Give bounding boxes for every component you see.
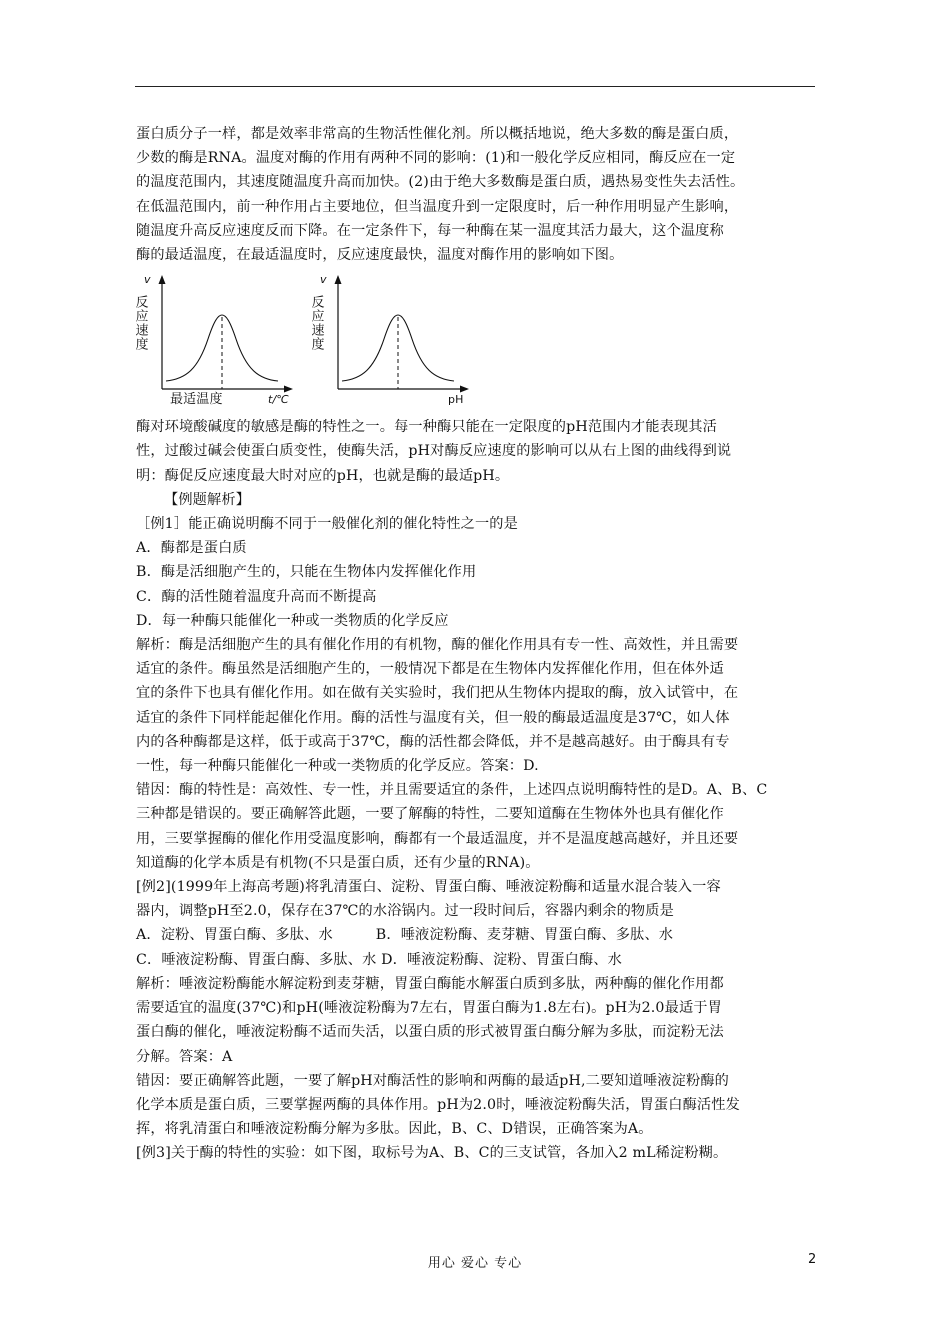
- text-line: 器内，调整pH至2.0，保存在37℃的水浴锅内。过一段时间后，容器内剩余的物质是: [136, 903, 674, 920]
- text-line: 错因：要正确解答此题，一要了解pH对酶活性的影响和两酶的最适pH,二要知道唾液淀粉酶的: [136, 1072, 729, 1089]
- text-line: 一性，每一种酶只能催化一种或一类物质的化学反应。答案：D.: [136, 758, 539, 775]
- y-axis-label: 反应速度: [132, 295, 148, 352]
- v-axis-symbol: v: [144, 273, 151, 287]
- option-row: C．唾液淀粉酶、胃蛋白酶、多肽、水 D．唾液淀粉酶、淀粉、胃蛋白酶、水: [136, 951, 622, 968]
- text-line: 三种都是错误的。要正确解答此题，一要了解酶的特性，二要知道酶在生物体外也具有催化作: [136, 806, 724, 823]
- question-stem: [例3]关于酶的特性的实验：如下图，取标号为A、B、C的三支试管，各加入2 mL稀淀粉糊。: [136, 1145, 728, 1162]
- text-line: 内的各种酶都是这样，低于或高于37℃，酶的活性都会降低，并不是越高越好。由于酶具有专: [136, 733, 730, 750]
- text-line: 化学本质是蛋白质，三要掌握两酶的具体作用。pH为2.0时，唾液淀粉酶失活，胃蛋白酶活性发: [136, 1096, 740, 1113]
- text-line: 随温度升高反应速度反而下降。在一定条件下，每一种酶在某一温度其活力最大，这个温度称: [136, 222, 724, 239]
- text-line: 适宜的条件下同样能起催化作用。酶的活性与温度有关，但一般的酶最适温度是37℃，如人体: [136, 709, 730, 726]
- question-stem: [例2](1999年上海高考题)将乳清蛋白、淀粉、胃蛋白酶、唾液淀粉酶和适量水混合装入一容: [136, 879, 721, 896]
- x-axis-unit: t/℃: [268, 393, 289, 407]
- footer-slogan: 用心 爱心 专心: [427, 1256, 523, 1271]
- x-axis-label: 最适温度: [170, 392, 223, 408]
- text-line: 错因：酶的特性是：高效性、专一性，并且需要适宜的条件，上述四点说明酶特性的是D。A、B、C: [136, 782, 768, 799]
- text-line: 分解。答案：A: [136, 1048, 233, 1065]
- option-c: C．酶的活性随着温度升高而不断提高: [136, 588, 377, 605]
- y-axis-arrow: [159, 275, 166, 284]
- page-content: [132, 122, 816, 1166]
- text-line: 解析：酶是活细胞产生的具有催化作用的有机物，酶的催化作用具有专一性、高效性，并且需要: [136, 637, 739, 654]
- ph-rate-graph: [308, 271, 482, 407]
- text-line: 知道酶的化学本质是有机物(不只是蛋白质，还有少量的RNA)。: [136, 854, 540, 871]
- page-number: 2: [808, 1252, 817, 1267]
- text-line: 用，三要掌握酶的催化作用受温度影响，酶都有一个最适温度，并不是温度越高越好，并且还要: [136, 830, 739, 847]
- x-axis-arrow: [460, 386, 469, 393]
- text-line: 宜的条件下也具有催化作用。如在做有关实验时，我们把从生物体内提取的酶，放入试管中，在: [136, 685, 739, 702]
- option-d: D．每一种酶只能催化一种或一类物质的化学反应: [136, 612, 449, 629]
- text-line: 在低温范围内，前一种作用占主要地位，但当温度升到一定限度时，后一种作用明显产生影响，: [136, 198, 739, 215]
- temperature-rate-graph: [132, 271, 306, 408]
- text-line: 酶对环境酸碱度的敏感是酶的特性之一。每一种酶只能在一定限度的pH范围内才能表现其活: [136, 419, 717, 436]
- section-heading: 【例题解析】: [164, 491, 251, 508]
- header-rule: [135, 86, 815, 87]
- x-axis-arrow: [284, 386, 293, 393]
- option-row: A．淀粉、胃蛋白酶、多肽、水 B．唾液淀粉酶、麦芽糖、胃蛋白酶、多肽、水: [136, 927, 674, 944]
- figures: [132, 271, 816, 408]
- text-line: 适宜的条件。酶虽然是活细胞产生的，一般情况下都是在生物体内发挥催化作用，但在体外适: [136, 661, 724, 678]
- question-stem: ［例1］能正确说明酶不同于一般催化剂的催化特性之一的是: [136, 516, 518, 533]
- text-line: 蛋白酶的催化，唾液淀粉酶不适而失活，以蛋白质的形式被胃蛋白酶分解为多肽，而淀粉无法: [136, 1024, 724, 1041]
- text-line: 的温度范围内，其速度随温度升高而加快。(2)由于绝大多数酶是蛋白质，遇热易变性失去活性。: [136, 174, 745, 191]
- ph-rate-figure: [308, 271, 482, 407]
- option-b: B．酶是活细胞产生的，只能在生物体内发挥催化作用: [136, 564, 477, 581]
- text-line: 需要适宜的温度(37℃)和pH(唾液淀粉酶为7左右，胃蛋白酶为1.8左右)。pH为2.0最适于胃: [136, 1000, 722, 1017]
- text-line: 酶的最适温度，在最适温度时，反应速度最快，温度对酶作用的影响如下图。: [136, 247, 624, 264]
- text-line: 挥，将乳清蛋白和唾液淀粉酶分解为多肽。因此，B、C、D错误，正确答案为A。: [136, 1121, 653, 1138]
- text-line: 明：酶促反应速度最大时对应的pH，也就是酶的最适pH。: [136, 467, 510, 484]
- text-line: 解析：唾液淀粉酶能水解淀粉到麦芽糖，胃蛋白酶能水解蛋白质到多肽，两种酶的催化作用都: [136, 975, 724, 992]
- temperature-rate-figure: [132, 271, 306, 408]
- y-axis-label: 反应速度: [308, 295, 324, 352]
- text-line: 蛋白质分子一样，都是效率非常高的生物活性催化剂。所以概括地说，绝大多数的酶是蛋白质，: [136, 126, 739, 142]
- v-axis-symbol: v: [320, 273, 327, 287]
- text-line: 性，过酸过碱会使蛋白质变性，使酶失活，pH对酶反应速度的影响可以从右上图的曲线得到说: [136, 443, 732, 460]
- option-a: A．酶都是蛋白质: [136, 540, 247, 557]
- x-axis-unit: pH: [448, 393, 464, 407]
- y-axis-arrow: [335, 275, 342, 284]
- text-line: 少数的酶是RNA。温度对酶的作用有两种不同的影响：(1)和一般化学反应相同，酶反应在一定: [136, 150, 736, 167]
